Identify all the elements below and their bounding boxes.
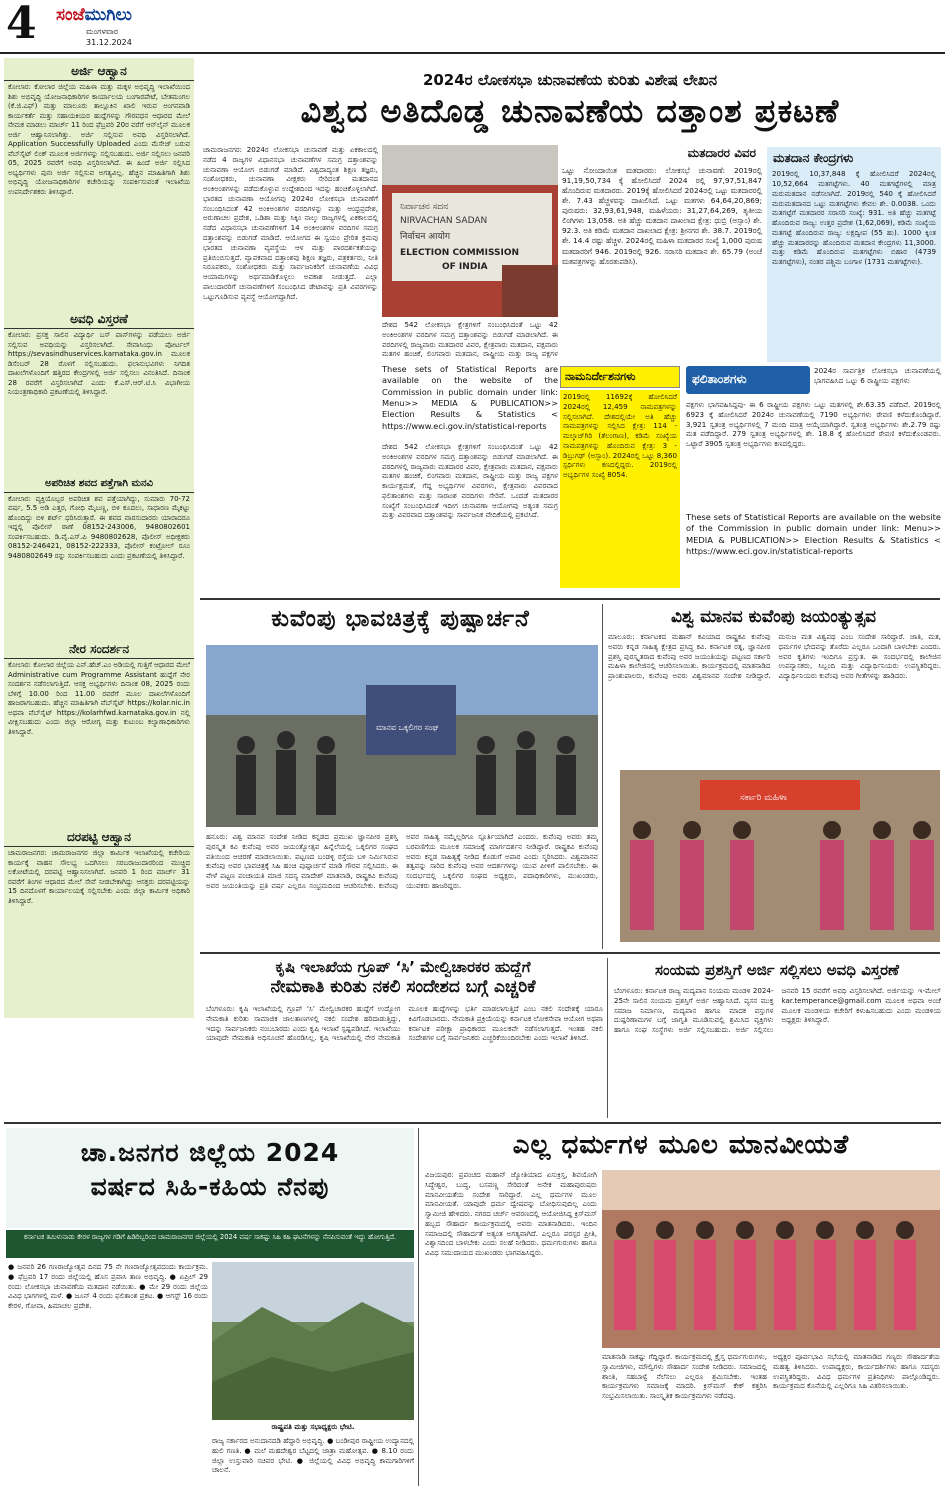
voters-title: ಮತದಾರರ ವಿವರ	[687, 146, 756, 160]
crowd-illustration	[206, 645, 598, 827]
notice-unidentified-body	[4, 476, 194, 636]
column-rule	[607, 958, 608, 1118]
section-rule	[200, 598, 940, 600]
fake-headline-line-2: ನೇಮಕಾತಿ ಕುರಿತು ನಕಲಿ ಸಂದೇಶದ ಬಗ್ಗೆ ಎಚ್ಚರಿಕೆ	[270, 976, 536, 997]
statistical-reports-note: These sets of Statistical Reports are available on the website of the Commission in public domain under link: Menu>> MEDIA & PUBLICATION>> Election Results & Statistics < https://www.eci.gov.in/statistical-reports	[382, 364, 558, 431]
hills-photo-caption: ರಾಷ್ಟ್ರಪತಿ ಮತ್ತು ಸಭಾಧ್ಯಕ್ಷರು ಭೇಟಿ.	[271, 1422, 355, 1431]
lead-column-1: ಚಾಮರಾಜನಗರ: 2024ರ ಲೋಕಸಭಾ ಚುನಾವಣೆ ಮತ್ತು ಏಕಕಾಲದಲ್ಲಿ ನಡೆದ 4 ರಾಜ್ಯಗಳ ವಿಧಾನಸಭಾ ಚುನಾವಣೆಗಳ ಸಮಗ್ರ ದತ್ತಾಂಶವನ್ನು ಚುನಾವಣಾ ಆಯೋಗ ಬಿಡುಗಡೆ ಮಾಡಿದೆ. ವಿಶ್ವದಾದ್ಯಂತ ಶಿಕ್ಷಣ ತಜ್ಞರು, ಸಂಶೋಧಕರು, ಚುನಾವಣಾ ವೀಕ್ಷಕರು ಸೇರಿದಂತೆ ಮತದಾನದ ಅಂಕಿಅಂಶಗಳನ್ನು ಪಡೆದುಕೊಳ್ಳುವ ಉದ್ದೇಶದಿಂದ ಇದನ್ನು ಹಂಚಿಕೊಳ್ಳಲಾಗಿದೆ. ಭಾರತದ ಚುನಾವಣಾ ಆಯೋಗವು 2024ರ ಲೋಕಸಭಾ ಚುನಾವಣೆಗೆ ಸಂಬಂಧಿಸಿದಂತೆ 42 ಅಂಕಿಅಂಶಗಳ ವರದಿಗಳನ್ನು ಮತ್ತು ಆಂಧ್ರಪ್ರದೇಶ, ಅರುಣಾಚಲ ಪ್ರದೇಶ, ಒಡಿಶಾ ಮತ್ತು ಸಿಕ್ಕಿಂ ನಾಲ್ಕು ರಾಜ್ಯಗಳಲ್ಲಿ ಏಕಕಾಲದಲ್ಲಿ ನಡೆದ ವಿಧಾನಸಭಾ ಚುನಾವಣೆಗಳಿಗೆ 14 ಅಂಕಿಅಂಶಗಳ ವರದಿಗಳ ಸಮಗ್ರ ದತ್ತಾಂಶವನ್ನು ಬಿಡುಗಡೆ ಮಾಡಿದೆ. ಆಯೋಗದ ಈ ಸ್ವಯಂ ಪ್ರೇರಿತ ಕ್ರಮವು ಭಾರತದ ಚುನಾವಣಾ ವ್ಯವಸ್ಥೆಯ ಆಳ ಮತ್ತು ಪಾರದರ್ಶಕತೆಯನ್ನು ಪ್ರತಿಬಿಂಬಿಸುತ್ತದೆ. ವ್ಯಾಪಕವಾದ ದತ್ತಾಂಶವು ಶಿಕ್ಷಣ ತಜ್ಞರು, ಪತ್ರಕರ್ತರು, ನೀತಿ ನಿರೂಪಕರು, ಸಂಶೋಧಕರು ಮತ್ತು ಸಾರ್ವಜನಿಕರಿಗೆ ಚುನಾವಣೆಯ ವಿವಿಧ ಆಯಾಮಗಳನ್ನು ಅರ್ಥಮಾಡಿಕೊಳ್ಳಲು ಅವಕಾಶ ನೀಡುತ್ತದೆ. ಎಲ್ಲಾ ಪಾಲುದಾರರಿಗೆ ಚುನಾವಣೆಗಳಿಗೆ ಸಂಬಂಧಿಸಿದ ಡೇಟಾವನ್ನು ಪ್ರತಿ ವಿವರಗಳನ್ನು ಒಟ್ಟುಗೂಡಿಸುವ ವ್ಯವಸ್ಥೆ ಆಯೋಗದ್ದಾಗಿದೆ.	[203, 145, 378, 301]
notice-body: ಕೋಲಾರ: ವ್ಯಕ್ತಿಯೊಬ್ಬರ ಅಪರಿಚಿತ ಶವ ಪತ್ತೆಯಾಗಿದ್ದು, ಸುಮಾರು 70-72 ವರ್ಷ, 5.5 ಅಡಿ ಎತ್ತರ, ಗೋಧಿ ಮೈಬಣ್ಣ, ಬಿಳಿ ಕೂದಲು, ಸಾಧಾರಣ ಮೈಕಟ್ಟು ಹೊಂದಿದ್ದು ಬಿಳಿ ಶರ್ಟ್ ಧರಿಸಿರುತ್ತಾರೆ. ಈ ಶವದ ವಾರಸುದಾರರು ಯಾರಾದರೂ ಇದ್ದಲ್ಲಿ ಪೊಲೀಸ್ ಠಾಣೆ 08152-243006, 9480802601 ಸಂಪರ್ಕಿಸಬಹುದು. ಡಿ.ವೈ.ಎಸ್.ಪಿ 9480802628, ಪೊಲೀಸ್ ಅಧೀಕ್ಷಕರು 08152-246421, 08152-222333, ಪೊಲೀಸ್ ಕಂಟ್ರೋಲ್ ರೂಂ 9480802649 ರನ್ನು ಸಂಪರ್ಕಿಸಬಹುದು ಎಂದು ಪ್ರಕಟಣೆಯಲ್ಲಿ ತಿಳಿಸಿದ್ದಾರೆ.	[8, 494, 190, 560]
fake-headline-line-1: ಕೃಷಿ ಇಲಾಖೆಯ ಗ್ರೂಪ್ ‘ಸಿ’ ಮೇಲ್ವಿಚಾರಕರ ಹುದ್ದೆಗೆ	[275, 958, 531, 976]
notice-body: ಚಾಮರಾಜನಗರ: ಚಾಮರಾಜನಗರ ಜಿಲ್ಲಾ ಕಾರ್ಮಿಕ ಇಲಾಖೆಯಲ್ಲಿ ಕಚೇರಿಯ ಕಾರ್ಯಕ್ಕೆ ವಾಹನ ಸೌಲಭ್ಯ ಒದಗಿಸಲು ಸರಬರಾಜುದಾರರಿಂದ ಮುಚ್ಚಿದ ಲಕೋಟೆಯಲ್ಲಿ ದರಪಟ್ಟಿ ಆಹ್ವಾನಿಸಲಾಗಿದೆ. ಜನವರಿ 1 ರಿಂದ ಮಾರ್ಚ್ 31 ರವರೆಗೆ ತಿಂಗಳ ಆಧಾರದ ಮೇಲೆ ಸೇವೆ ನೀಡಬೇಕಾಗಿದ್ದು ಆಸಕ್ತರು ದರಪಟ್ಟಿಯನ್ನು 15 ದಿನದೊಳಗೆ ಕಾರ್ಯಾಲಯಕ್ಕೆ ಸಲ್ಲಿಸಬೇಕು ಎಂದು ಜಿಲ್ಲಾ ಕಾರ್ಮಿಕ ಅಧಿಕಾರಿ ತಿಳಿಸಿದ್ದಾರೆ.	[8, 849, 190, 905]
column-rule	[418, 1128, 419, 1486]
fake-message-body: ಬೆಂಗಳೂರು: ಕೃಷಿ ಇಲಾಖೆಯಲ್ಲಿ ಗ್ರೂಪ್ ‘ಸಿ’ ಮೇಲ್ವಿಚಾರಕರ ಹುದ್ದೆಗೆ ಉದ್ಯೋಗ ನೇಮಕಾತಿ ಕುರಿತು ಸಾಮಾಜಿಕ ಜಾಲತಾಣಗಳಲ್ಲಿ ನಕಲಿ ಸಂದೇಶ ಹರಿದಾಡುತ್ತಿದ್ದು, ಇದನ್ನು ಸಾರ್ವಜನಿಕರು ನಂಬಬಾರದು ಎಂದು ಕೃಷಿ ಇಲಾಖೆ ಸ್ಪಷ್ಟಪಡಿಸಿದೆ. ಇಲಾಖೆಯು ಯಾವುದೇ ನೇಮಕಾತಿ ಅಧಿಸೂಚನೆ ಹೊರಡಿಸಿಲ್ಲ. ಕೃಷಿ ಇಲಾಖೆಯಲ್ಲಿ ನೇರ ನೇಮಕಾತಿ ಮೂಲಕ ಹುದ್ದೆಗಳನ್ನು ಭರ್ತಿ ಮಾಡಲಾಗುತ್ತಿದೆ ಎಂಬ ನಕಲಿ ಸಂದೇಶಕ್ಕೆ ಯಾರೂ ಕಿವಿಗೊಡಬಾರದು. ನೇಮಕಾತಿ ಪ್ರಕ್ರಿಯೆಯನ್ನು ಕರ್ನಾಟಕ ಲೋಕಸೇವಾ ಆಯೋಗ ಅಥವಾ ಕರ್ನಾಟಕ ಪರೀಕ್ಷಾ ಪ್ರಾಧಿಕಾರದ ಮೂಲಕವೇ ನಡೆಸಲಾಗುತ್ತದೆ. ಇಂತಹ ನಕಲಿ ಸಂದೇಶಗಳ ಬಗ್ಗೆ ಸಾರ್ವಜನಿಕರು ಎಚ್ಚರಿಕೆಯಿಂದಿರಬೇಕು ಎಂದು ಇಲಾಖೆ ತಿಳಿಸಿದೆ.	[206, 1004, 603, 1043]
notice-title: ನೇರ ಸಂದರ್ಶನ	[4, 640, 194, 659]
vishwa-photo	[620, 770, 940, 942]
sign-line-1: ನಿರ್ವಾಚನ ಸದನ	[400, 202, 449, 212]
notice-interview	[4, 640, 194, 820]
fake-message-headline	[203, 958, 603, 998]
notice-body: ಕೋಲಾರ: ಕೋಲಾರ ಜಿಲ್ಲೆಯ ಮಹಿಳಾ ಮತ್ತು ಮಕ್ಕಳ ಅಭಿವೃದ್ಧಿ ಇಲಾಖೆಯಿಂದ ಶಿಶು ಅಭಿವೃದ್ಧಿ ಯೋಜನಾಧಿಕಾರಿಗಳ ಕಾರ್ಯಾಲಯ ಬಂಗಾರಪೇಟೆ, ಬೇತಮಂಗಲ (ಕೆ.ಜಿ.ಎಫ್) ಮತ್ತು ಮಾಲೂರು ತಾಲ್ಲೂಕಿನ ಖಾಲಿ ಇರುವ ಅಂಗನವಾಡಿ ಕಾರ್ಯಕರ್ತೆ ಮತ್ತು ಸಹಾಯಕಿಯರ ಹುದ್ದೆಗಳನ್ನು ಗೌರವಧನ ಆಧಾರದ ಮೇಲೆ ನೇಮಕ ಮಾಡಲು ಮಾರ್ಚ್ 11 ರಿಂದ ಫೆಬ್ರವರಿ 20ರ ವರೆಗೆ ಆನ್‌ಲೈನ್ ಮೂಲಕ ಅರ್ಜಿ ಆಹ್ವಾನಿಸಲಾಗಿತ್ತು. ಅರ್ಜಿ ಸಲ್ಲಿಸುವ ಅವಧಿ ವಿಸ್ತರಿಸಲಾಗಿದೆ. Application Successfully Uploaded ಎಂದು ಮೆಸೇಜ್ ಬರುವ ವೆಬ್‌ಸೈಟ್ ಲಿಂಕ್ ಮೂಲಕ ಅರ್ಜಿಗಳನ್ನು ಸಲ್ಲಿಸಬಹುದು. ಅರ್ಜಿ ಸಲ್ಲಿಸಲು ಜನವರಿ 05, 2025 ರವರೆಗೆ ಅವಧಿ ವಿಸ್ತರಿಸಲಾಗಿದೆ. ಈ ಹಿಂದೆ ಅರ್ಜಿ ಸಲ್ಲಿಸಿದ ಅಭ್ಯರ್ಥಿಗಳು ಪುನಃ ಅರ್ಜಿ ಸಲ್ಲಿಸುವ ಅಗತ್ಯವಿಲ್ಲ. ಹೆಚ್ಚಿನ ಮಾಹಿತಿಗಾಗಿ ಶಿಶು ಅಭಿವೃದ್ಧಿ ಯೋಜನಾಧಿಕಾರಿಗಳ ಕಚೇರಿಯನ್ನು ಸಂಪರ್ಕಿಸುವಂತೆ ಇಲಾಖೆಯ ಉಪನಿರ್ದೇಶಕರು ತಿಳಿಸಿದ್ದಾರೆ.	[8, 83, 190, 196]
notice-title: ಅವಧಿ ವಿಸ್ತರಣೆ	[4, 310, 194, 329]
chamarajanagar-header	[6, 1128, 414, 1228]
title-part1: ಸಂಜೆ	[56, 5, 85, 25]
newspaper-title	[56, 4, 132, 27]
page-number: 4	[6, 0, 37, 49]
column-rule	[602, 604, 603, 949]
section-rule	[200, 952, 940, 954]
kuvempu-body: ಹನೂರು: ವಿಶ್ವ ಮಾನವ ಸಂದೇಶ ನೀಡಿದ ಕನ್ನಡದ ಪ್ರಮುಖ ಜ್ಞಾನಪೀಠ ಪ್ರಶಸ್ತಿ ಪುರಸ್ಕೃತ ಕವಿ ಕುವೆಂಪು ಅವರ ಜಯಂತ್ಯೋತ್ಸವ ಹಿನ್ನೆಲೆಯಲ್ಲಿ ಒಕ್ಕಲಿಗರ ಸಂಘದ ವತಿಯಿಂದ ಆಚರಣೆ ಮಾಡಲಾಯಿತು. ಪಟ್ಟಣದ ಬಂಡಳ್ಳಿ ರಸ್ತೆಯ ಬಳಿ ನಿರ್ಮಿಸಿರುವ ಕುವೆಂಪು ಅವರ ಭಾವಚಿತ್ರಕ್ಕೆ ಸಿಹಿ ಹಂಚಿ ಪುಷ್ಪಾರ್ಚನೆ ಮಾಡಿ ಗೌರವ ಸಲ್ಲಿಸಿದರು. ಈ ವೇಳೆ ಪಟ್ಟಣ ಪಂಚಾಯತಿ ಮಾಜಿ ಸದಸ್ಯ ಮಾದೇಶ್ ಮಾತನಾಡಿ, ರಾಷ್ಟ್ರಕವಿ ಕುವೆಂಪು ಅವರ ಜಯಂತಿಯನ್ನು ಪ್ರತಿ ವರ್ಷ ಎಲ್ಲರೂ ಸಂಭ್ರಮದಿಂದ ಆಚರಿಸಬೇಕು. ಕುವೆಂಪು ಅವರ ಸಾಹಿತ್ಯ ನಮ್ಮೆಲ್ಲರಿಗೂ ಸ್ಪೂರ್ತಿಯಾಗಿದೆ ಎಂದರು. ಕುವೆಂಪು ಅವರು ತಮ್ಮ ಬರವಣಿಗೆಯ ಮೂಲಕ ಸಮಾಜಕ್ಕೆ ಮಾರ್ಗದರ್ಶನ ನೀಡಿದ್ದಾರೆ. ರಾಷ್ಟ್ರಕವಿ ಕುವೆಂಪು ಅವರು ಕನ್ನಡ ಸಾಹಿತ್ಯಕ್ಕೆ ನೀಡಿದ ಕೊಡುಗೆ ಅಪಾರ ಎಂದು ಸ್ಮರಿಸಿದರು. ವಿಶ್ವಮಾನವ ತತ್ವವನ್ನು ಸಾರಿದ ಕುವೆಂಪು ಅವರ ಆದರ್ಶಗಳನ್ನು ಯುವ ಪೀಳಿಗೆ ಪಾಲಿಸಬೇಕು. ಈ ಸಂದರ್ಭದಲ್ಲಿ ಒಕ್ಕಲಿಗರ ಸಂಘದ ಅಧ್ಯಕ್ಷರು, ಪದಾಧಿಕಾರಿಗಳು, ಮುಖಂಡರು, ಯುವಕರು ಹಾಜರಿದ್ದರು.	[206, 832, 598, 890]
landscape-illustration	[212, 1262, 414, 1420]
lead-headline: ವಿಶ್ವದ ಅತಿದೊಡ್ಡ ಚುನಾವಣೆಯ ದತ್ತಾಂಶ ಪ್ರಕಟಣೆ	[300, 92, 840, 130]
hills-photo	[212, 1262, 414, 1420]
group-illustration	[620, 770, 940, 942]
polling-centres-box	[767, 147, 941, 362]
results-body: ಪಕ್ಷಗಳು ಭಾಗವಹಿಸಿದ್ದವು- ಈ 6 ರಾಷ್ಟ್ರೀಯ ಪಕ್ಷಗಳು ಒಟ್ಟು ಮತಗಳಲ್ಲಿ ಶೇ.63.35 ಪಡೆದಿವೆ. 2019ರಲ್ಲಿ 6923 ಕ್ಕೆ ಹೋಲಿಸಿದರೆ 2024ರ ಚುನಾವಣೆಯಲ್ಲಿ 7190 ಅಭ್ಯರ್ಥಿಗಳು ಠೇವಣಿ ಕಳೆದುಕೊಂಡಿದ್ದಾರೆ. 3,921 ಸ್ವತಂತ್ರ ಅಭ್ಯರ್ಥಿಗಳಲ್ಲಿ 7 ಮಂದಿ ಮಾತ್ರ ಆಯ್ಕೆಯಾಗಿದ್ದಾರೆ. ಸ್ವತಂತ್ರ ಅಭ್ಯರ್ಥಿಗಳು ಶೇ.2.79 ರಷ್ಟು ಮತ ಪಡೆದಿದ್ದಾರೆ. 279 ಸ್ವತಂತ್ರ ಅಭ್ಯರ್ಥಿಗಳಲ್ಲಿ ಶೇ. 18.8 ಕ್ಕೆ ಹೋಲಿಸಿದರೆ ಠೇವಣಿ ಕಳೆದುಕೊಂಡವರು. ಒಟ್ಟಾರೆ 3905 ಸ್ವತಂತ್ರ ಅಭ್ಯರ್ಥಿಗಳು ಕಣದಲ್ಲಿದ್ದರು.	[686, 400, 941, 449]
dharma-column-3: ಅಧ್ಯಕ್ಷರ ಪೂರ್ವಭಾವಿ ಸಭೆಯಲ್ಲಿ ಮಾತನಾಡಿದ ಗಣ್ಯರು ಸೌಹಾರ್ದತೆಯ ಮಹತ್ವ ತಿಳಿಸಿದರು. ಉಪಾಧ್ಯಕ್ಷರು, ಕಾರ್ಯದರ್ಶಿಗಳು ಹಾಗೂ ಸದಸ್ಯರು ಉಪಸ್ಥಿತರಿದ್ದರು. ವಿವಿಧ ಧರ್ಮಗಳ ಪ್ರತಿನಿಧಿಗಳು ಪಾಲ್ಗೊಂಡಿದ್ದರು. ಕಾರ್ಯಕ್ರಮದ ಕೊನೆಯಲ್ಲಿ ಎಲ್ಲರಿಗೂ ಸಿಹಿ ವಿತರಿಸಲಾಯಿತು.	[773, 1352, 940, 1391]
dharma-photo	[602, 1170, 940, 1348]
banner-text: ಮಾನವ ಒಕ್ಕಲಿಗರ ಸಂಘ	[376, 723, 439, 732]
issue-date: 31.12.2024	[86, 38, 132, 47]
sign-line-2: NIRVACHAN SADAN	[400, 216, 488, 226]
masthead-rule	[0, 52, 945, 54]
notices-sidebar	[4, 58, 194, 1018]
lead-column-2-top: ದೇಶದ 542 ಲೋಕಸಭಾ ಕ್ಷೇತ್ರಗಳಿಗೆ ಸಂಬಂಧಿಸಿದಂತೆ ಒಟ್ಟು 42 ಅಂಕಿಅಂಶಗಳ ವರದಿಗಳ ಸಮಗ್ರ ದತ್ತಾಂಶವನ್ನು ಬಿಡುಗಡೆ ಮಾಡಲಾಗಿದೆ. ಈ ವರದಿಗಳಲ್ಲಿ ರಾಜ್ಯವಾರು ಮತದಾರರ ವಿವರ, ಕ್ಷೇತ್ರವಾರು ಮತದಾನ, ಪಕ್ಷವಾರು ಮತಗಳ ಹಂಚಿಕೆ, ಲಿಂಗವಾರು ಮತದಾನ, ರಾಷ್ಟ್ರೀಯ ಮತ್ತು ರಾಜ್ಯ ಪಕ್ಷಗಳ	[382, 320, 558, 359]
nominations-body: 2019ರಲ್ಲಿ 11692ಕ್ಕೆ ಹೋಲಿಸಿದರೆ 2024ರಲ್ಲಿ 12,459 ನಾಮಪತ್ರಗಳನ್ನು ಸಲ್ಲಿಸಲಾಗಿದೆ. ದೇಶದಲ್ಲಿಯೇ ಅತಿ ಹೆಚ್ಚು ನಾಮಪತ್ರಗಳನ್ನು ಸಲ್ಲಿಸಿದ ಕ್ಷೇತ್ರ: 114 - ಮಲ್ಕಾಜ್‌ಗಿರಿ (ತೆಲಂಗಾಣ), ಕಡಿಮೆ ಸಂಖ್ಯೆಯ ನಾಮಪತ್ರಗಳನ್ನು ಹೊಂದಿರುವ ಕ್ಷೇತ್ರ: 3 - ಡಿಬ್ರುಗಢ್ (ಅಸ್ಸಾಂ). 2024ರಲ್ಲಿ ಒಟ್ಟು 8,360 ಸ್ಪರ್ಧಿಗಳು ಕಣದಲ್ಲಿದ್ದರು. 2019ರಲ್ಲಿ ಅಭ್ಯರ್ಥಿಗಳ ಸಂಖ್ಯೆ 8054.	[560, 390, 680, 588]
kuvempu-photo	[206, 645, 598, 827]
results-intro: 2024ರ ಸಾರ್ವತ್ರಿಕ ಲೋಕಸಭಾ ಚುನಾವಣೆಯಲ್ಲಿ ಭಾಗವಹಿಸಿದ ಒಟ್ಟು 6 ರಾಷ್ಟ್ರೀಯ ಪಕ್ಷಗಳು	[814, 366, 941, 385]
centers-body: 2019ರಲ್ಲಿ 10,37,848 ಕ್ಕೆ ಹೋಲಿಸಿದರೆ 2024ರಲ್ಲಿ 10,52,664 ಮತಗಟ್ಟೆಗಳು. 40 ಮತಗಟ್ಟೆಗಳಲ್ಲಿ ಮಾತ್ರ ಮರುಮತದಾನ ನಡೆಸಲಾಗಿದೆ. 2019ರಲ್ಲಿ 540 ಕ್ಕೆ ಹೋಲಿಸಿದರೆ ಮರುಮತದಾನದ ಒಟ್ಟು ಮತಗಟ್ಟೆಗಳು ಕೇವಲ ಶೇ. 0.0038. ಒಂದು ಮತಗಟ್ಟೆಗೆ ಮತದಾರರ ಸರಾಸರಿ ಸಂಖ್ಯೆ: 931. ಅತಿ ಹೆಚ್ಚು ಮತಗಟ್ಟೆ ಹೊಂದಿರುವ ರಾಜ್ಯ: ಉತ್ತರ ಪ್ರದೇಶ (1,62,069), ಕಡಿಮೆ ಸಂಖ್ಯೆಯ ಮತಗಟ್ಟೆ ಹೊಂದಿರುವ ರಾಜ್ಯ: ಲಕ್ಷದ್ವೀಪ (55 ಹು). 1000 ಕ್ಕಿಂತ ಹೆಚ್ಚು ಮತದಾರರನ್ನು ಹೊಂದಿರುವ ಮತದಾನ ಕೇಂದ್ರಗಳು 11,3000. ಮತ್ತು ಕಡಿಮೆ ಹೊಂದಿರುವ ಮತಗಟ್ಟೆಗಳು ಬಿಹಾರ (4739 ಮತಗಟ್ಟೆಗಳು), ನಂತರ ಪಶ್ಚಿಮ ಬಂಗಾಳ (1731 ಮತಗಟ್ಟೆಗಳು).	[772, 169, 936, 267]
chamarajanagar-headline-line-1: ಚಾ.ಜನಗರ ಜಿಲ್ಲೆಯ 2024	[80, 1138, 340, 1167]
sign-line-5: OF INDIA	[442, 262, 488, 272]
notice-body: ಕೋಲಾರ: ಕೋಲಾರ ಜಿಲ್ಲೆಯ ಎನ್.ಹೆಚ್.ಎಂ ಅಡಿಯಲ್ಲಿ ಗುತ್ತಿಗೆ ಆಧಾರದ ಮೇಲೆ Administrative cum Programme Assistant ಹುದ್ದೆಗೆ ನೇರ ಸಂದರ್ಶನ ನಡೆಸಲಾಗುತ್ತಿದೆ. ಆಸಕ್ತ ಅಭ್ಯರ್ಥಿಗಳು ದಿನಾಂಕ 08, 2025 ರಂದು ಬೆಳಿಗ್ಗೆ 10.00 ರಿಂದ 11.00 ರವರೆಗೆ ಮೂಲ ದಾಖಲೆಗಳೊಂದಿಗೆ ಹಾಜರಾಗಬಹುದು. ಹೆಚ್ಚಿನ ಮಾಹಿತಿಗಾಗಿ ವೆಬ್‌ಸೈಟ್ https://kolar.nic.in ಅಥವಾ ವೆಬ್‌ಸೈಟ್ https://kolarhfwd.karnataka.gov.in ನಲ್ಲಿ ವೀಕ್ಷಿಸಬಹುದು ಎಂದು ಜಿಲ್ಲಾ ಆರೋಗ್ಯ ಮತ್ತು ಕುಟುಂಬ ಕಲ್ಯಾಣಾಧಿಕಾರಿಗಳು ತಿಳಿಸಿದ್ದಾರೆ.	[8, 661, 190, 736]
notice-body: ಕೋಲಾರ: ಪ್ರಸಕ್ತ ಸಾಲಿನ ವಿದ್ಯಾರ್ಥಿ ಬಸ್ ಪಾಸ್‌ಗಳನ್ನು ಪಡೆಯಲು ಅರ್ಜಿ ಸಲ್ಲಿಸುವ ಅವಧಿಯನ್ನು ವಿಸ್ತರಿಸಲಾಗಿದೆ. ಸೇವಾಸಿಂಧು ಪೋರ್ಟಲ್ https://sevasindhuservices.karnataka.gov.in ಮೂಲಕ ಡಿಸೆಂಬರ್ 28 ರೊಳಗೆ ಸಲ್ಲಿಸಬಹುದು. ಫಲಾನುಭವಿಗಳು ನಿಗದಿತ ದಾಖಲೆಗಳೊಂದಿಗೆ ಹತ್ತಿರದ ಕೇಂದ್ರಗಳಲ್ಲಿ ಅರ್ಜಿ ಸಲ್ಲಿಸಲು ವಿನಂತಿಸಿದೆ. ದಿನಾಂಕ 28 ರವರೆಗೆ ವಿಸ್ತರಿಸಲಾಗಿದೆ ಎಂದು ಕೆ.ಎಸ್.ಆರ್.ಟಿ.ಸಿ ವಿಭಾಗೀಯ ನಿಯಂತ್ರಣಾಧಿಕಾರಿ ಪ್ರಕಟಣೆಯಲ್ಲಿ ತಿಳಿಸಿದ್ದಾರೆ.	[8, 331, 190, 397]
notice-title: ಅರ್ಜಿ ಆಹ್ವಾನ	[4, 62, 194, 81]
centers-title: ಮತದಾನ ಕೇಂದ್ರಗಳು	[773, 151, 854, 165]
chamarajanagar-headline-line-2: ವರ್ಷದ ಸಿಹಿ-ಕಹಿಯ ನೆನಪು	[90, 1171, 330, 1201]
notice-application	[4, 62, 194, 302]
vishwa-headline: ವಿಶ್ವ ಮಾನವ ಕುವೆಂಪು ಜಯಂತ್ಯುತ್ಸವ	[670, 607, 877, 627]
dharma-column-1: ವಿಜಯಪುರ: ಪ್ರಪಂಚದ ಮಹಾನ್ ಜ್ಯೋತಿಯಾದ ಏಸುಕ್ರಿಸ್ತ, ಶಿವಯೋಗಿ ಸಿದ್ಧೇಶ್ವರ, ಬುದ್ಧ, ಬಸವಣ್ಣ ಸೇರಿದಂತೆ ಅನೇಕ ಮಹಾಪುರುಷರು ಮಾನವೀಯತೆಯ ಸಂದೇಶ ಸಾರಿದ್ದಾರೆ. ಎಲ್ಲ ಧರ್ಮಗಳ ಮೂಲ ಮಾನವೀಯತೆ. ಯಾವುದೇ ಧರ್ಮ ದ್ವೇಷವನ್ನು ಬೋಧಿಸುವುದಿಲ್ಲ ಎಂದು ಸ್ವಾಮೀಜಿ ಹೇಳಿದರು. ನಗರದ ಚರ್ಚ್ ಆವರಣದಲ್ಲಿ ಆಯೋಜಿಸಿದ್ದ ಕ್ರಿಸ್‌ಮಸ್ ಹಬ್ಬದ ಸೌಹಾರ್ದ ಕಾರ್ಯಕ್ರಮದಲ್ಲಿ ಅವರು ಮಾತನಾಡಿದರು. ಇಂದಿನ ಸಮಾಜದಲ್ಲಿ ಸೌಹಾರ್ದತೆ ಅತ್ಯಂತ ಅಗತ್ಯವಾಗಿದೆ. ಎಲ್ಲರೂ ಪರಸ್ಪರ ಪ್ರೀತಿ, ವಿಶ್ವಾಸದಿಂದ ಬಾಳಬೇಕು ಎಂದು ಸಲಹೆ ನೀಡಿದರು. ಧರ್ಮಗುರುಗಳು ಹಾಗೂ ವಿವಿಧ ಸಮುದಾಯದ ಮುಖಂಡರು ಭಾಗವಹಿಸಿದ್ದರು.	[425, 1170, 597, 1258]
voters-body: ಒಟ್ಟು ನೋಂದಾಯಿತ ಮತದಾರರು: ಲೋಕಸಭೆ ಚುನಾವಣೆ: 2019ರಲ್ಲಿ 91,19,50,734 ಕ್ಕೆ ಹೋಲಿಸಿದರೆ 2024 ರಲ್ಲಿ 97,97,51,847 ಹೊಂದಿರುವ ಮತದಾರರು. 2019ಕ್ಕೆ ಹೋಲಿಸಿದರೆ 2024ರಲ್ಲಿ ಒಟ್ಟು ಮತದಾರರಲ್ಲಿ ಶೇ. 7.43 ಹೆಚ್ಚಳವನ್ನು ದಾಖಲಿಸಿದೆ. ಒಟ್ಟು ಮತಗಳು 64,64,20,869; ಪುರುಷರು: 32,93,61,948, ಮಹಿಳೆಯರು: 31,27,64,269, ತೃತೀಯ ಲಿಂಗಿಗಳು 13,058. ಅತಿ ಹೆಚ್ಚು ಮತದಾನ ದಾಖಲಾದ ಕ್ಷೇತ್ರ: ಧುಬ್ರಿ (ಅಸ್ಸಾಂ) ಶೇ. 92.3. ಅತಿ ಕಡಿಮೆ ಮತದಾನ ದಾಖಲಾದ ಕ್ಷೇತ್ರ: ಶ್ರೀನಗರ ಶೇ. 38.7. 2019ರಲ್ಲಿ ಶೇ. 14.4 ರಷ್ಟು ಹೆಚ್ಚಳ. 2024ರಲ್ಲಿ ಮಹಿಳಾ ಮತದಾರರ ಸಂಖ್ಯೆ 1,000 ಪುರುಷ ಮತದಾರರಿಗೆ 946. 2019ರಲ್ಲಿ 926. ಸರಾಸರಿ ಮತದಾನ ಶೇ. 65.79 (ಅಂಚೆ ಮತಪತ್ರಗಳನ್ನು ಹೊರತುಪಡಿಸಿ).	[562, 166, 762, 266]
vishwa-body: ಮಾಲೂರು: ಕರ್ನಾಟಕದ ಮಹಾನ್ ಕವಿಯಾದ ರಾಷ್ಟ್ರಕವಿ ಕುವೆಂಪು ಅವರು ಕನ್ನಡ ಸಾಹಿತ್ಯ ಕ್ಷೇತ್ರದ ಪ್ರಸಿದ್ಧ ಕವಿ. ಕರ್ನಾಟಕ ರತ್ನ, ಜ್ಞಾನಪೀಠ ಪ್ರಶಸ್ತಿ ಪುರಸ್ಕೃತರಾದ ಕುವೆಂಪು ಅವರ ಜಯಂತಿಯನ್ನು ಪಟ್ಟಣದ ಸರ್ಕಾರಿ ಮಹಿಳಾ ಕಾಲೇಜಿನಲ್ಲಿ ಆಚರಿಸಲಾಯಿತು. ಕಾರ್ಯಕ್ರಮದಲ್ಲಿ ಮಾತನಾಡಿದ ಪ್ರಾಂಶುಪಾಲರು, ಕುವೆಂಪು ಅವರು ವಿಶ್ವಮಾನವ ಸಂದೇಶ ನೀಡಿದ್ದಾರೆ. ಮನುಜ ಮತ ವಿಶ್ವಪಥ ಎಂಬ ಸಂದೇಶ ಸಾರಿದ್ದಾರೆ. ಜಾತಿ, ಮತ, ಧರ್ಮಗಳ ಭೇದವನ್ನು ತೊರೆದು ಎಲ್ಲರೂ ಒಂದಾಗಿ ಬಾಳಬೇಕು ಎಂದರು. ಅವರ ಕೃತಿಗಳು ಇಂದಿಗೂ ಪ್ರಸ್ತುತ. ಈ ಸಂದರ್ಭದಲ್ಲಿ ಕಾಲೇಜಿನ ಉಪನ್ಯಾಸಕರು, ಸಿಬ್ಬಂದಿ ಮತ್ತು ವಿದ್ಯಾರ್ಥಿನಿಯರು ಉಪಸ್ಥಿತರಿದ್ದರು. ವಿದ್ಯಾರ್ಥಿನಿಯರು ಕುವೆಂಪು ಅವರ ಗೀತೆಗಳನ್ನು ಹಾಡಿದರು.	[608, 632, 941, 681]
issue-day: ಮಂಗಳವಾರ	[86, 27, 119, 36]
dharma-column-2: ಮಾತನಾಡಿ ಸಾಕಷ್ಟು ಗೆದ್ದಿದ್ದಾರೆ. ಕಾರ್ಯಕ್ರಮದಲ್ಲಿ ಕ್ರೈಸ್ತ ಧರ್ಮಗುರುಗಳು, ಸ್ವಾಮೀಜಿಗಳು, ಮೌಲ್ವಿಗಳು ಸೌಹಾರ್ದ ಸಂದೇಶ ನೀಡಿದರು. ಸಮಾಜದಲ್ಲಿ ಶಾಂತಿ, ಸಹಬಾಳ್ವೆ ನೆಲೆಸಲು ಎಲ್ಲರೂ ಶ್ರಮಿಸಬೇಕು. ಇಂತಹ ಕಾರ್ಯಕ್ರಮಗಳು ಸಮಾಜಕ್ಕೆ ಮಾದರಿ. ಕ್ರಿಸ್‌ಮಸ್ ಕೇಕ್ ಕತ್ತರಿಸಿ ಸಂಭ್ರಮಿಸಲಾಯಿತು. ಸಾಂಸ್ಕೃತಿಕ ಕಾರ್ಯಕ್ರಮಗಳು ನಡೆದವು.	[602, 1352, 767, 1401]
sanyama-headline: ಸಂಯಮ ಪ್ರಶಸ್ತಿಗೆ ಅರ್ಜಿ ಸಲ್ಲಿಸಲು ಅವಧಿ ವಿಸ್ತರಣೆ	[655, 961, 899, 979]
lead-column-2-body: ದೇಶದ 542 ಲೋಕಸಭಾ ಕ್ಷೇತ್ರಗಳಿಗೆ ಸಂಬಂಧಿಸಿದಂತೆ ಒಟ್ಟು 42 ಅಂಕಿಅಂಶಗಳ ವರದಿಗಳ ಸಮಗ್ರ ದತ್ತಾಂಶವನ್ನು ಬಿಡುಗಡೆ ಮಾಡಲಾಗಿದೆ. ಈ ವರದಿಗಳಲ್ಲಿ ರಾಜ್ಯವಾರು ಮತದಾರರ ವಿವರ, ಕ್ಷೇತ್ರವಾರು ಮತದಾನ, ಪಕ್ಷವಾರು ಮತಗಳ ಹಂಚಿಕೆ, ಲಿಂಗವಾರು ಮತದಾನ, ರಾಷ್ಟ್ರೀಯ ಮತ್ತು ರಾಜ್ಯ ಪಕ್ಷಗಳ ಕಾರ್ಯಕ್ಷಮತೆ, ಗೆದ್ದ ಅಭ್ಯರ್ಥಿಗಳ ವಿವರಗಳು, ಕ್ಷೇತ್ರವಾರು ವಿವರವಾದ ಫಲಿತಾಂಶಗಳು ಮತ್ತು ಸಾರಾಂಶ ವರದಿಗಳು ಸೇರಿವೆ. ಒಂದಡೆ ಮತದಾರರ ಸಂಖ್ಯೆಗೆ ಸಂಬಂಧಿಸಿದಂತೆ ಇದೀಗ ಚುನಾವಣಾ ಆಯೋಗವು ಅತ್ಯಂತ ಸಮಗ್ರ ಮತ್ತು ವಿವರವಾದ ದತ್ತಾಂಶವನ್ನು ಸಾರ್ವಜನಿಕ ವೇದಿಕೆಯಲ್ಲಿ ಪ್ರಕಟಿಸಿದೆ.	[382, 442, 558, 520]
sign-line-4: ELECTION COMMISSION	[400, 248, 520, 258]
building-illustration	[382, 145, 558, 317]
sanyama-body: ಬೆಂಗಳೂರು: ಕರ್ನಾಟಕ ರಾಜ್ಯ ಮದ್ಯಪಾನ ಸಂಯಮ ಮಂಡಳಿ 2024-25ನೇ ಸಾಲಿನ ಸಂಯಮ ಪ್ರಶಸ್ತಿಗೆ ಅರ್ಜಿ ಆಹ್ವಾನಿಸಿದೆ. ವ್ಯಸನ ಮುಕ್ತ ಸಮಾಜ ನಿರ್ಮಾಣ, ಮದ್ಯಪಾನ ಹಾಗೂ ಮಾದಕ ವಸ್ತುಗಳ ದುಷ್ಪರಿಣಾಮಗಳ ಬಗ್ಗೆ ಜಾಗೃತಿ ಮೂಡಿಸುವಲ್ಲಿ ಶ್ರಮಿಸಿದ ವ್ಯಕ್ತಿಗಳು ಹಾಗೂ ಸಂಘ ಸಂಸ್ಥೆಗಳು ಅರ್ಜಿ ಸಲ್ಲಿಸಬಹುದು. ಅರ್ಜಿ ಸಲ್ಲಿಸಲು ಜನವರಿ 15 ರವರೆಗೆ ಅವಧಿ ವಿಸ್ತರಿಸಲಾಗಿದೆ. ಅರ್ಜಿಯನ್ನು ಇ-ಮೇಲ್ kar.temperance@gmail.com ಮೂಲಕ ಅಥವಾ ಅಂಚೆ ಮೂಲಕ ಮಂಡಳಿಯ ಕಚೇರಿಗೆ ಕಳುಹಿಸಬಹುದು ಎಂದು ಮಂಡಳಿಯ ಅಧ್ಯಕ್ಷರು ತಿಳಿಸಿದ್ದಾರೆ.	[614, 986, 941, 1035]
results-title: ಫಲಿತಾಂಶಗಳು	[686, 366, 810, 394]
kuvempu-headline: ಕುವೆಂಪು ಭಾವಚಿತ್ರಕ್ಕೆ ಪುಷ್ಪಾರ್ಚನೆ	[271, 606, 530, 632]
gathering-illustration	[602, 1170, 940, 1348]
notice-title: ಅಪರಿಚಿತ ಶವದ ಪತ್ತೆಗಾಗಿ ಮನವಿ	[4, 476, 194, 493]
election-commission-photo	[382, 145, 558, 317]
chamarajanagar-column-2: ರಾಜ್ಯ ಸರ್ಕಾರದ ಅನುದಾನದಡಿ ಹೆದ್ದಾರಿ ಅಭಿವೃದ್ಧಿ. ● ಬಂಡೀಪುರ ರಾಷ್ಟ್ರೀಯ ಉದ್ಯಾನದಲ್ಲಿ ಹುಲಿ ಗಣತಿ. ● ಮಲೆ ಮಹದೇಶ್ವರ ಬೆಟ್ಟದಲ್ಲಿ ಜಾತ್ರಾ ಮಹೋತ್ಸವ. ● 8.10 ರಂದು ಜಿಲ್ಲಾ ಉಸ್ತುವಾರಿ ಸಚಿವರ ಭೇಟಿ. ● ಜಿಲ್ಲೆಯಲ್ಲಿ ವಿವಿಧ ಅಭಿವೃದ್ಧಿ ಕಾಮಗಾರಿಗಳಿಗೆ ಚಾಲನೆ.	[212, 1436, 414, 1475]
lead-kicker: 2024ರ ಲೋಕಸಭಾ ಚುನಾವಣೆಯ ಕುರಿತು ವಿಶೇಷ ಲೇಖನ	[422, 71, 718, 89]
notice-extension	[4, 310, 194, 470]
chamarajanagar-bullets: ● ಜನವರಿ 26 ಗಣರಾಜ್ಯೋತ್ಸವ ದಿನದ 75 ನೇ ಗಣರಾಜ್ಯೋತ್ಸವದಂದು ಕಾರ್ಯಕ್ರಮ. ● ಫೆಬ್ರವರಿ 17 ರಂದು ಜಿಲ್ಲೆಯಲ್ಲಿ ಹೊಸ ಪ್ರವಾಸಿ ತಾಣ ಅಭಿವೃದ್ಧಿ. ● ಏಪ್ರಿಲ್ 29 ರಂದು ಲೋಕಸಭಾ ಚುನಾವಣೆಯ ಮತದಾನ ನಡೆಯಿತು. ● ಮೇ 29 ರಂದು ಜಿಲ್ಲೆಯ ವಿವಿಧ ಭಾಗಗಳಲ್ಲಿ ಮಳೆ. ● ಜೂನ್ 4 ರಂದು ಫಲಿತಾಂಶ ಪ್ರಕಟ. ● ಆಗಸ್ಟ್ 16 ರಂದು ಕೇರಳ, ಗೋವಾ, ಹಿಮಾಚಲ ಪ್ರದೇಶ.	[8, 1262, 208, 1311]
notice-title: ದರಪಟ್ಟಿ ಆಹ್ವಾನ	[4, 828, 194, 847]
chamarajanagar-subhead: ಕರ್ನಾಟಕ ತಮಿಳುನಾಡು ಕೇರಳ ರಾಜ್ಯಗಳ ಗಡಿಗೆ ಹಿಡಿರಿಬ್ಬರಿಂದ ಚಾಮರಾಜನಗರ ಜಿಲ್ಲೆಯಲ್ಲಿ 2024 ವರ್ಷ ಸಾಕಷ್ಟು ಸಿಹಿ ಕಹಿ ಘಟನೆಗಳನ್ನು ನೆನಪಿಸುವಂತೆ ಇದ್ದು ಹೋಗುತ್ತಿದೆ.	[6, 1230, 414, 1258]
notice-quotation	[4, 828, 194, 1014]
banner-text: ಸರ್ಕಾರಿ ಮಹಿಳಾ	[740, 793, 788, 803]
sign-line-3: निर्वाचन आयोग	[400, 232, 451, 242]
results-statistical-note: These sets of Statistical Reports are available on the website of the Commission in public domain under link: Menu>> MEDIA & PUBLICATION>> Election Results & Statistics < https://www.eci.gov.in/statistical-reports	[686, 512, 941, 557]
dharma-headline: ಎಲ್ಲ ಧರ್ಮಗಳ ಮೂಲ ಮಾನವೀಯತೆ	[512, 1130, 850, 1160]
title-part2: ಮುಗಿಲು	[84, 5, 132, 25]
section-rule	[4, 1122, 941, 1124]
nominations-title: ನಾಮನಿರ್ದೇಶನಗಳು	[560, 366, 680, 388]
